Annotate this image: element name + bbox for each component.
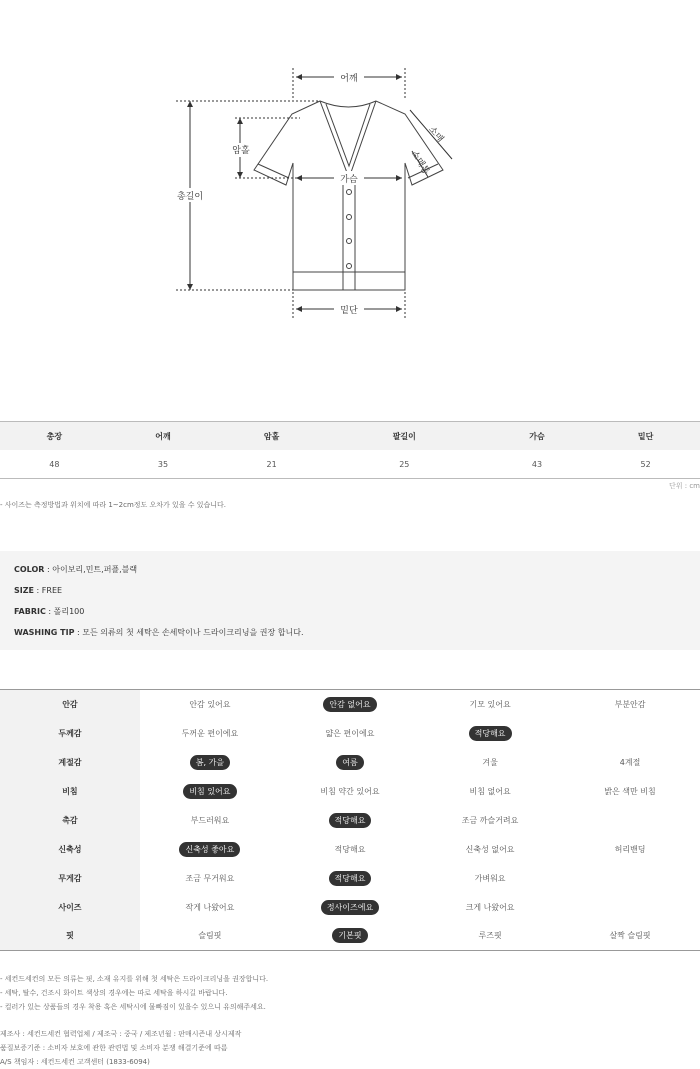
label-chest: 가슴 (340, 175, 358, 185)
feel-option: 신축성 없어요 (465, 844, 515, 854)
feel-row-label: 핏 (0, 922, 140, 951)
feel-option-cell (560, 864, 700, 893)
feel-option-selected: 안감 없어요 (323, 697, 376, 712)
feel-row-label: 두께감 (0, 719, 140, 748)
size-header-cell: 총장 (0, 422, 109, 451)
label-sleeve: 소매 (426, 124, 445, 145)
label-shoulder: 어깨 (340, 74, 358, 84)
size-note: - 사이즈는 측정방법과 위치에 따라 1~2cm정도 오차가 있을 수 있습니다. (0, 501, 227, 509)
size-value-cell: 52 (591, 450, 700, 479)
feel-option-selected: 비침 있어요 (183, 784, 236, 799)
size-value-cell: 48 (0, 450, 109, 479)
size-table-header (0, 422, 700, 451)
feel-option-cell (420, 690, 560, 719)
feel-table (0, 689, 700, 951)
cardigan-outline (254, 101, 443, 290)
feel-row (0, 864, 700, 893)
label-length: 총길이 (176, 192, 204, 202)
feel-option: 루즈핏 (478, 931, 502, 941)
feel-row-label: 계절감 (0, 748, 140, 777)
care-note: - 컬러가 있는 상품들의 경우 착용 혹은 세탁시에 물빠짐이 있을수 있으니 유의해주세요. (0, 1003, 266, 1011)
feel-row-label: 무게감 (0, 864, 140, 893)
feel-option-cell (420, 922, 560, 951)
company-note: 제조사 : 세컨드세컨 협력업체 / 제조국 : 중국 / 제조년월 : 판매시즌내 상시제작 (0, 1030, 242, 1038)
size-value-cell: 25 (326, 450, 483, 479)
company-notes (0, 1027, 241, 1069)
feel-option: 적당해요 (334, 844, 366, 854)
feel-option: 기모 있어요 (469, 699, 511, 709)
feel-option-cell (560, 835, 700, 864)
label-armhole: 암홀 (232, 146, 250, 156)
feel-option-cell (420, 719, 560, 748)
feel-option-cell (560, 806, 700, 835)
feel-option-cell (420, 777, 560, 806)
measurement-diagram (0, 0, 700, 400)
size-table (0, 421, 700, 479)
feel-row (0, 806, 700, 835)
feel-option-cell (280, 835, 420, 864)
feel-option-cell (280, 748, 420, 777)
label-sleeve-open: 소매통 (408, 149, 431, 177)
feel-option-selected: 적당해요 (329, 871, 372, 886)
feel-option: 살짝 슬림핏 (609, 931, 651, 941)
feel-row-label: 비침 (0, 777, 140, 806)
feel-option-cell (560, 690, 700, 719)
feel-option-cell (140, 806, 280, 835)
feel-row (0, 777, 700, 806)
feel-option: 안감 있어요 (189, 699, 231, 709)
feel-option: 조금 까슬거려요 (461, 815, 519, 825)
feel-option: 가벼워요 (474, 873, 506, 883)
feel-option-selected: 신축성 좋아요 (179, 842, 240, 857)
feel-option-cell (280, 893, 420, 922)
size-header-cell: 밑단 (591, 422, 700, 451)
feel-option-cell (140, 748, 280, 777)
feel-option: 조금 무거워요 (185, 873, 235, 883)
size-value-cell: 21 (217, 450, 326, 479)
feel-option-cell (560, 719, 700, 748)
size-value-cell: 35 (109, 450, 218, 479)
product-info-box (0, 551, 700, 650)
size-header-cell: 가슴 (483, 422, 592, 451)
company-note: 품질보증기준 : 소비자 보호에 관한 관련법 및 소비자 분쟁 해결기준에 따름 (0, 1044, 228, 1052)
info-color: COLOR : 아이보리,민트,퍼플,블랙 (14, 565, 138, 574)
info-washing: WASHING TIP : 모든 의류의 첫 세탁은 손세탁이나 드라이크리닝을 권장 합니다. (14, 628, 304, 637)
feel-row-label: 사이즈 (0, 893, 140, 922)
feel-option-cell (280, 690, 420, 719)
feel-option: 부드러워요 (190, 815, 230, 825)
feel-row-label: 촉감 (0, 806, 140, 835)
feel-option-cell (280, 719, 420, 748)
feel-option-cell (140, 777, 280, 806)
feel-option-selected: 적당해요 (329, 813, 372, 828)
feel-option-cell (140, 922, 280, 951)
feel-option-cell (140, 835, 280, 864)
feel-option-cell (560, 893, 700, 922)
size-header-cell: 팔길이 (326, 422, 483, 451)
care-note: - 세컨드세컨의 모든 의류는 핏, 소재 유지를 위해 첫 세탁은 드라이크리닝을 권장합니다. (0, 975, 269, 983)
company-note: A/S 책임자 : 세컨드세컨 고객센터 (1833-6094) (0, 1058, 150, 1066)
feel-option-selected: 여름 (336, 755, 363, 770)
feel-row-label: 안감 (0, 690, 140, 719)
size-table-row (0, 450, 700, 479)
size-value-cell: 43 (483, 450, 592, 479)
feel-option-cell (280, 922, 420, 951)
feel-option-cell (420, 835, 560, 864)
feel-option: 작게 나왔어요 (185, 902, 235, 912)
info-size: SIZE : FREE (14, 586, 63, 595)
feel-option-cell (560, 748, 700, 777)
care-note: - 세탁, 탈수, 건조시 화이트 색상의 경우에는 따로 세탁을 하시길 바랍니다. (0, 989, 228, 997)
feel-option: 슬림핏 (198, 931, 222, 941)
feel-option: 허리밴딩 (614, 844, 646, 854)
feel-row (0, 922, 700, 951)
info-fabric: FABRIC : 폴리100 (14, 607, 85, 616)
unit-label: 단위 : cm (668, 482, 700, 490)
feel-option-cell (420, 864, 560, 893)
feel-option: 얇은 편이에요 (325, 728, 375, 738)
feel-option: 두꺼운 편이에요 (181, 728, 239, 738)
feel-option-selected: 정사이즈에요 (321, 900, 379, 915)
size-header-cell: 어깨 (109, 422, 218, 451)
feel-option: 겨울 (482, 757, 498, 767)
feel-option-cell (420, 806, 560, 835)
feel-option-cell (560, 777, 700, 806)
feel-row-label: 신축성 (0, 835, 140, 864)
feel-row (0, 748, 700, 777)
label-hem: 밑단 (340, 306, 358, 316)
feel-option-cell (140, 719, 280, 748)
size-header-cell: 암홀 (217, 422, 326, 451)
feel-option-selected: 적당해요 (469, 726, 512, 741)
feel-row (0, 719, 700, 748)
feel-option-cell (280, 777, 420, 806)
feel-option-cell (420, 893, 560, 922)
feel-option-cell (140, 864, 280, 893)
feel-option-cell (140, 893, 280, 922)
feel-option-selected: 봄, 가을 (190, 755, 230, 770)
feel-option-selected: 기본핏 (332, 928, 367, 943)
feel-option: 부분안감 (614, 699, 646, 709)
feel-option: 4계절 (619, 757, 641, 767)
feel-row (0, 893, 700, 922)
feel-option-cell (140, 690, 280, 719)
feel-option: 크게 나왔어요 (465, 902, 515, 912)
feel-option-cell (280, 806, 420, 835)
care-notes (0, 972, 268, 1014)
feel-row (0, 690, 700, 719)
feel-option-cell (560, 922, 700, 951)
feel-row (0, 835, 700, 864)
feel-option: 비침 약간 있어요 (320, 786, 380, 796)
feel-option-cell (280, 864, 420, 893)
feel-option: 비침 없어요 (469, 786, 511, 796)
feel-option: 밝은 색만 비침 (604, 786, 656, 796)
feel-option-cell (420, 748, 560, 777)
